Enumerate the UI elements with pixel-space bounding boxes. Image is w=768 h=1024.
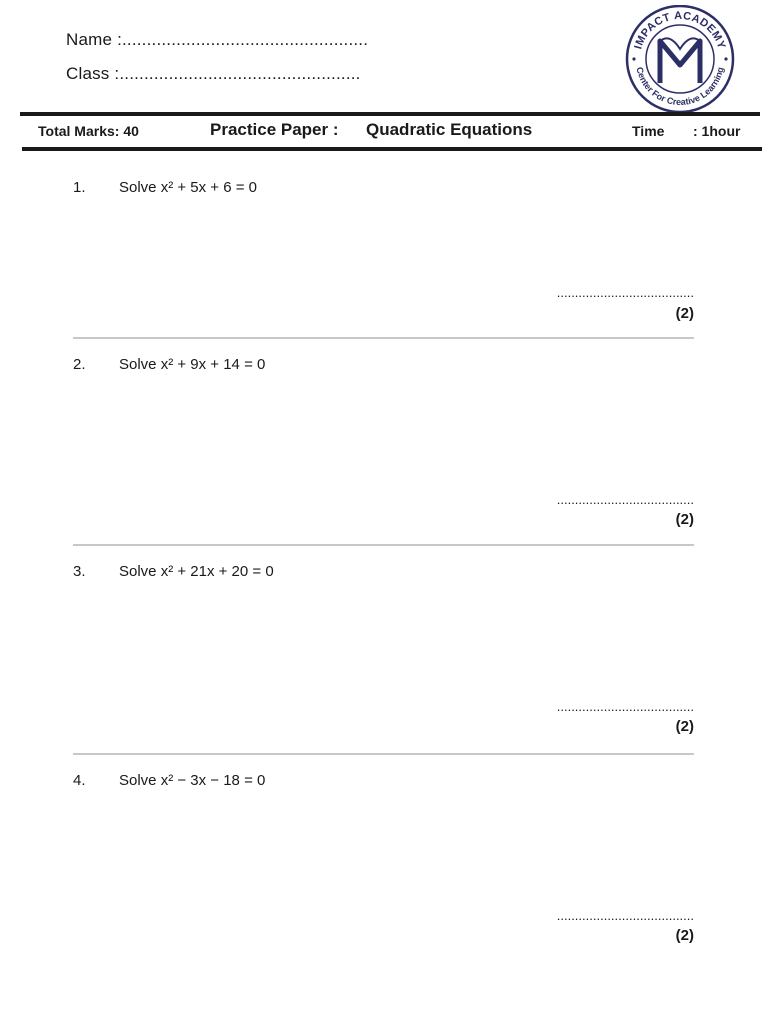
answer-line[interactable]: ......................................	[556, 908, 694, 923]
question-divider	[73, 337, 694, 339]
question-number: 1.	[73, 179, 86, 196]
question-number: 3.	[73, 563, 86, 580]
svg-text:IMPACT ACADEMY: IMPACT ACADEMY	[632, 9, 728, 51]
answer-line[interactable]: ......................................	[556, 699, 694, 714]
name-field-line: Name :..................................................	[66, 30, 369, 49]
question-number: 4.	[73, 772, 86, 789]
question-marks: (2)	[675, 927, 694, 944]
question-text: Solve x² + 21x + 20 = 0	[119, 563, 274, 580]
time-value: : 1hour	[693, 123, 741, 139]
header-top-rule	[20, 112, 760, 116]
time-label: Time	[632, 123, 665, 139]
question-divider	[73, 544, 694, 546]
question-number: 2.	[73, 356, 86, 373]
question-text: Solve x² + 9x + 14 = 0	[119, 356, 266, 373]
class-field-line: Class :.................................................	[66, 64, 361, 83]
answer-line[interactable]: ......................................	[556, 492, 694, 507]
header-bottom-rule	[22, 147, 762, 151]
impact-academy-logo	[622, 5, 738, 113]
svg-text:Center For Creative Learning: Center For Creative Learning	[634, 66, 726, 108]
question-divider	[73, 753, 694, 755]
answer-line[interactable]: ......................................	[556, 285, 694, 300]
paper-label: Practice Paper :	[210, 120, 339, 139]
question-text: Solve x² − 3x − 18 = 0	[119, 772, 266, 789]
paper-topic: Quadratic Equations	[366, 120, 533, 139]
question-text: Solve x² + 5x + 6 = 0	[119, 179, 257, 196]
question-marks: (2)	[675, 718, 694, 735]
total-marks: Total Marks: 40	[38, 123, 139, 139]
question-marks: (2)	[675, 305, 694, 322]
question-marks: (2)	[675, 511, 694, 528]
